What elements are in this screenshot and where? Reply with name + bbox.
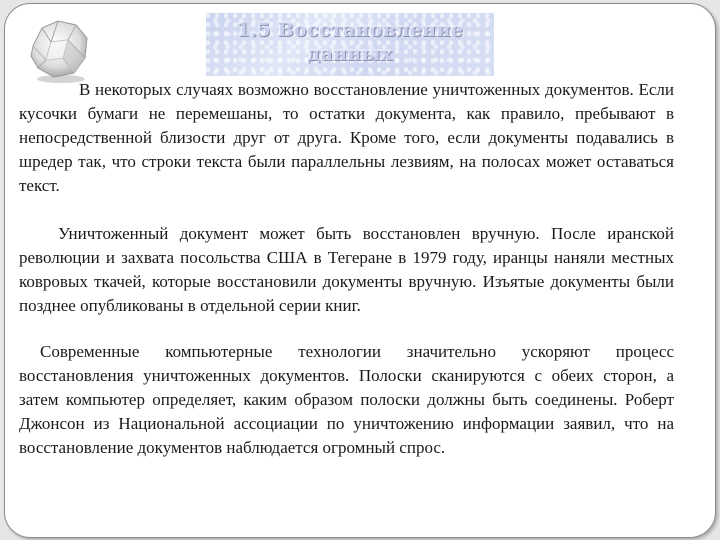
- body-text: [19, 78, 674, 460]
- paragraph-1: В некоторых случаях возможно восстановление уничтоженных документов. Если кусочки бумаги не перемешаны, то остатки документа, как правило, пребывают в непосредственной близости друг от друга. Кроме того, если документы подавались в шредер так, что строки текста были параллельны лезвиям, на полосах может оставаться текст.: [19, 80, 674, 195]
- paragraph-2: Уничтоженный документ может быть восстановлен вручную. После иранской революции и захвата посольства США в Тегеране в 1979 году, иранцы наняли местных ковровых ткачей, которые восстановили документы вручную. Изъятые документы были позднее опубликованы в отдельной серии книг.: [19, 224, 674, 315]
- crumpled-paper-icon: [24, 16, 94, 86]
- slide: [4, 3, 716, 538]
- title-banner: [206, 13, 494, 76]
- paragraph-3: Современные компьютерные технологии значительно ускоряют процесс восстановления уничтоженных документов. Полоски сканируются с обеих сторон, а затем компьютер определяет, каким образом полоски должны быть соединены. Роберт Джонсон из Национальной ассоциации по уничтожению информации заявил, что на восстановление документов наблюдается огромный спрос.: [19, 342, 674, 457]
- page-title: 1.5 Восстановление данных: [236, 19, 464, 65]
